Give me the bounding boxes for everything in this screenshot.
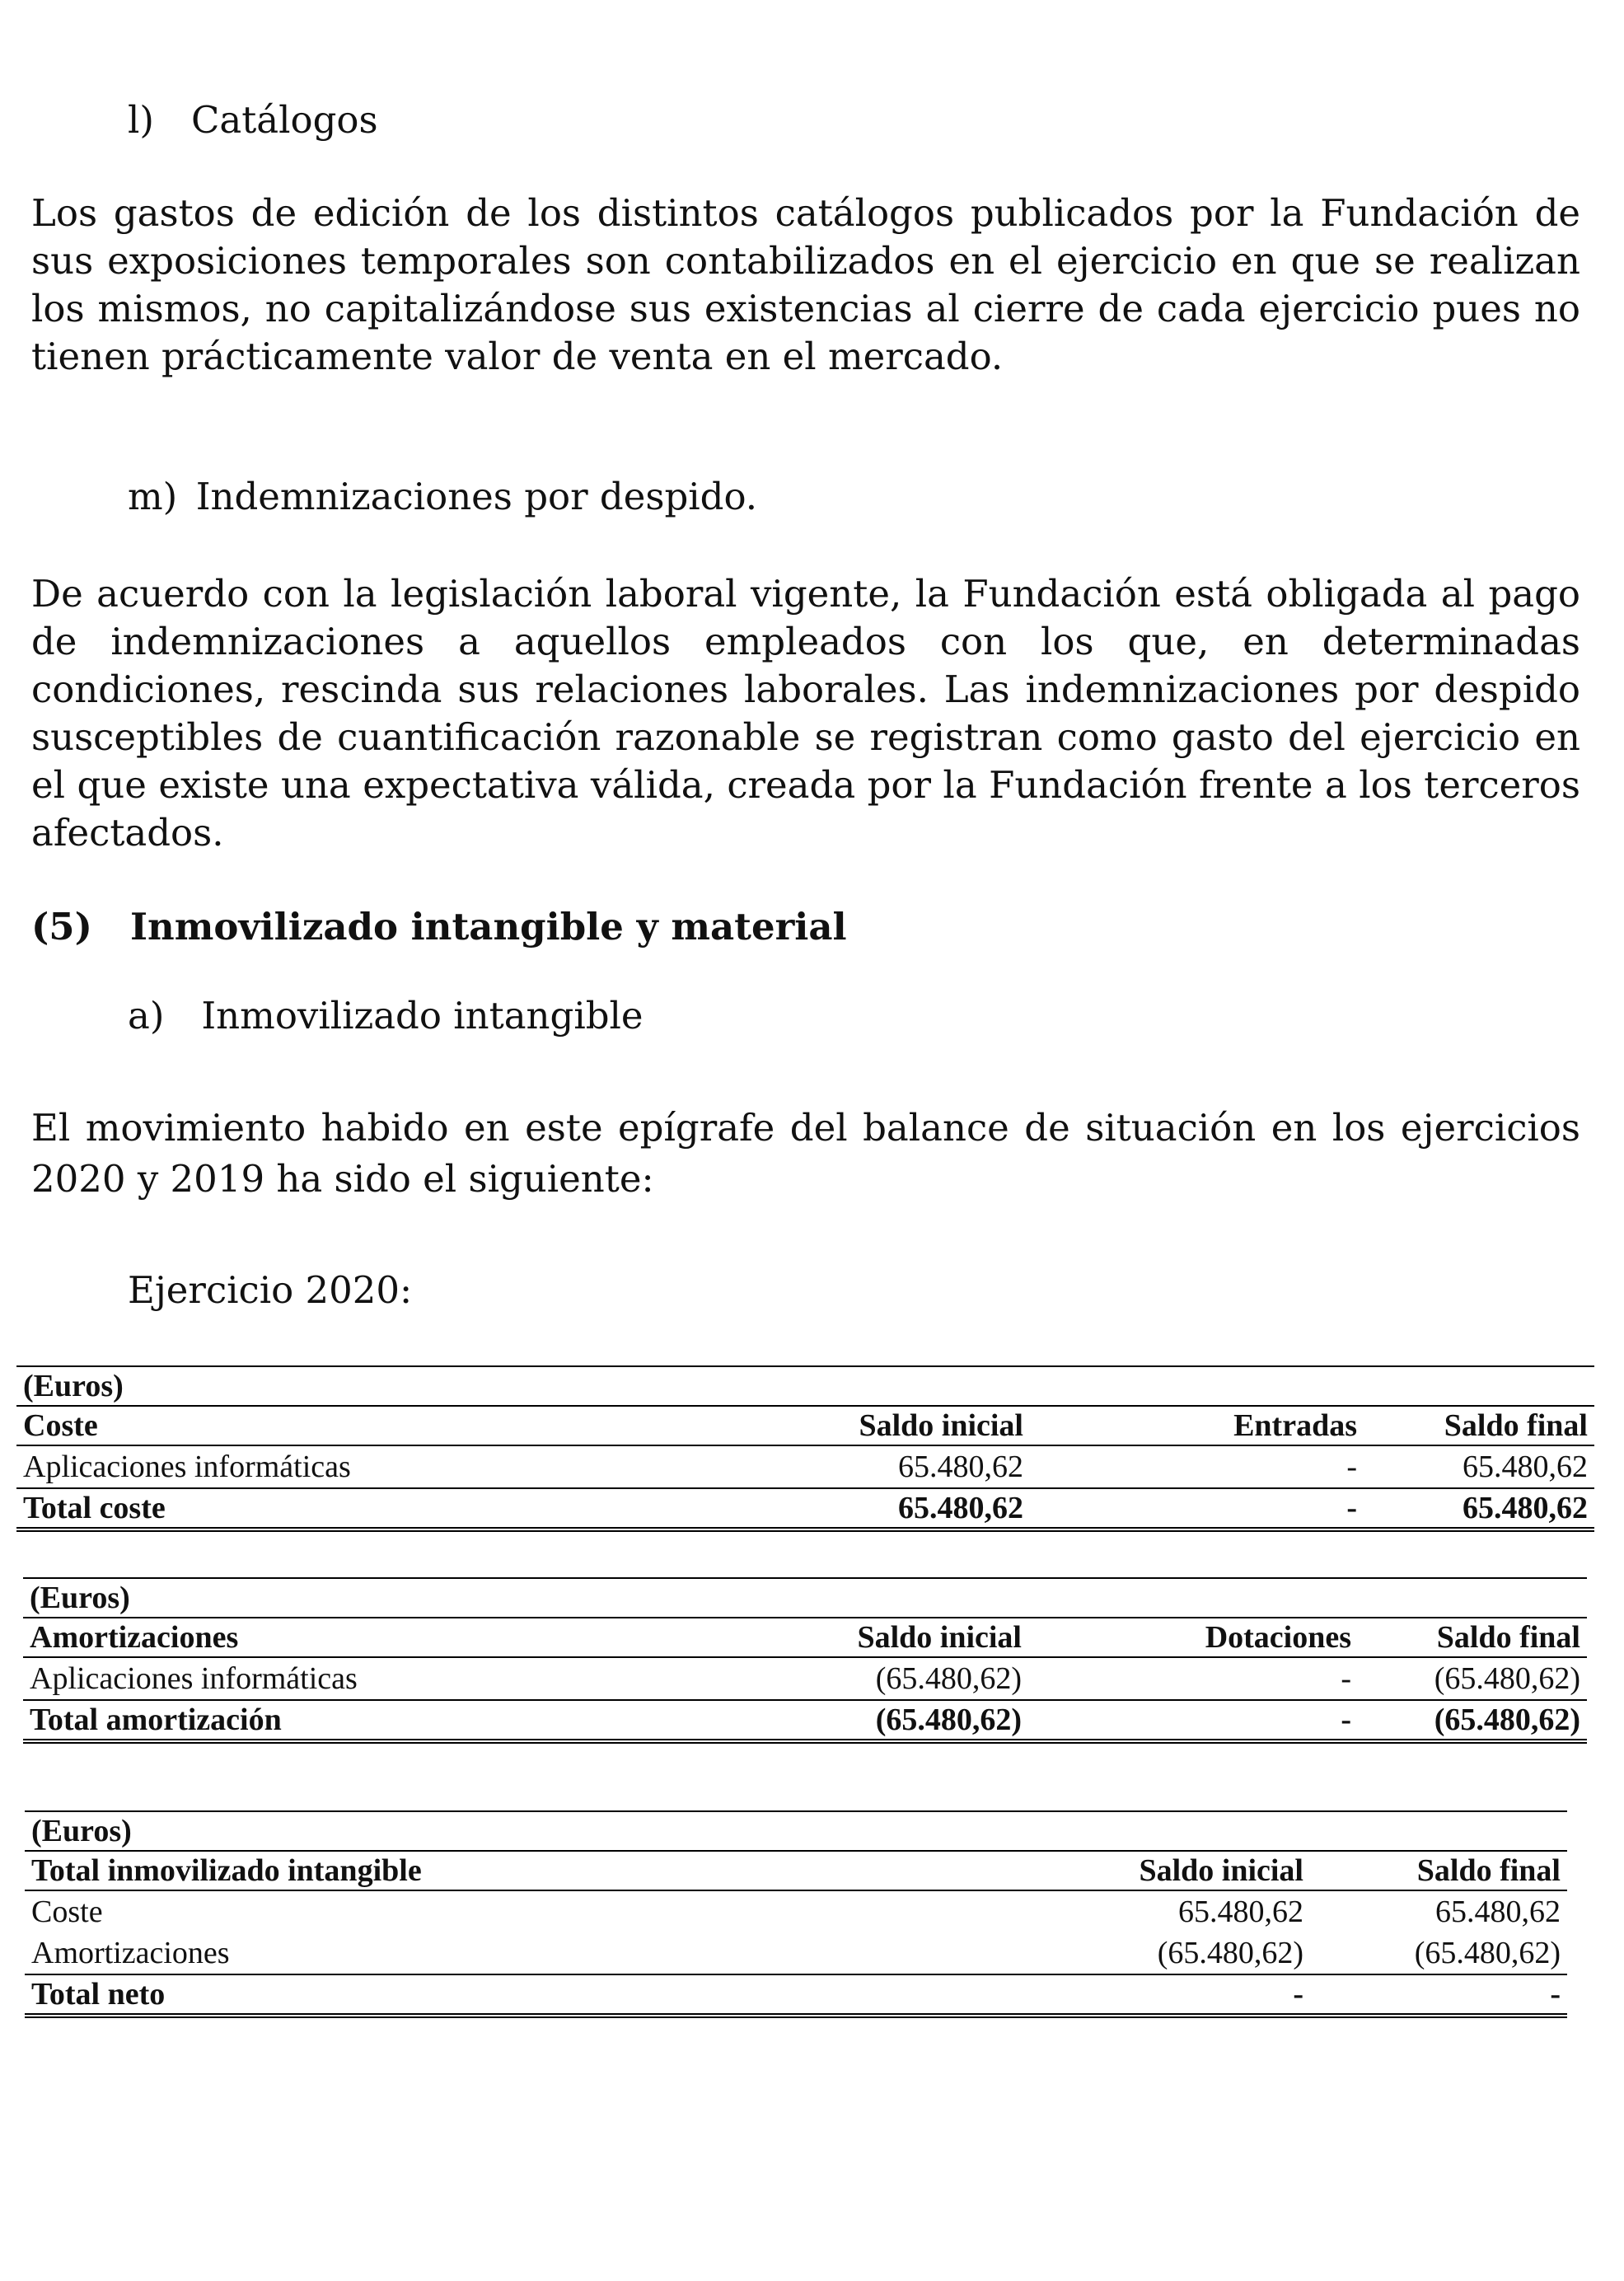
table-coste-unit-row (16, 1366, 1594, 1406)
column-header: Saldo inicial (750, 1406, 1030, 1445)
section-5-title: Inmovilizado intangible y material (130, 905, 847, 948)
total-label: Total neto (25, 1974, 1030, 2016)
column-header: Saldo final (1364, 1406, 1594, 1445)
column-header: Saldo inicial (1030, 1851, 1310, 1890)
row-label: Coste (31, 1895, 103, 1929)
table-cell: (65.480,62) (875, 1661, 1022, 1696)
column-header: Amortizaciones (23, 1618, 748, 1657)
table-row (25, 1890, 1567, 1932)
section-5a-heading: a) Inmovilizado intangible (128, 994, 644, 1037)
column-header: Saldo final (1358, 1618, 1587, 1657)
table-header-row (16, 1406, 1594, 1445)
table-amort-unit-row (23, 1578, 1587, 1618)
column-header: Dotaciones (1028, 1618, 1358, 1657)
row-label: Aplicaciones informáticas (30, 1661, 358, 1696)
table-row (23, 1657, 1587, 1700)
section-m-paragraph: De acuerdo con la legislación laboral vigente, la Fundación está obligada al pago de indemnizaciones a aquellos empleados con los que, en determinadas condiciones, rescinda sus relaciones laborales. Las indemnizaciones por despido susceptibles de cuantificación razonable se registran como gasto del ejercicio en el que existe una expectativa válida, creada por la Fundación frente a los terceros afectados. (31, 572, 1580, 855)
table-cell: 65.480,62 (1463, 1450, 1588, 1484)
column-header: Saldo inicial (748, 1618, 1028, 1657)
table-total-inmovilizado (25, 1810, 1567, 2018)
ejercicio-label: Ejercicio 2020: (128, 1268, 413, 1312)
table-header-row (23, 1618, 1587, 1657)
table-coste (16, 1365, 1594, 1532)
table-header-row (25, 1851, 1567, 1890)
total-cell: - (1030, 1488, 1364, 1529)
table-total-row (16, 1488, 1594, 1529)
total-cell: - (1310, 1974, 1567, 2016)
table-total-unit-row (25, 1811, 1567, 1851)
total-label: Total coste (16, 1488, 750, 1529)
column-header: Coste (16, 1406, 750, 1445)
section-l-paragraph: Los gastos de edición de los distintos catálogos publicados por la Fundación de sus exposiciones temporales son contabilizados en el ejercicio en que se realizan los mismos, no capitalizándose sus existencias al cierre de cada ejercicio pues no tienen prácticamente valor de venta en el mercado. (31, 191, 1580, 378)
table-cell: (65.480,62) (1434, 1661, 1580, 1696)
table-row (16, 1445, 1594, 1488)
row-label: Aplicaciones informáticas (23, 1450, 351, 1484)
section-m-heading: m) Indemnizaciones por despido. (128, 475, 758, 518)
table-cell: 65.480,62 (898, 1450, 1023, 1484)
table-cell: - (1346, 1450, 1357, 1484)
table-cell: - (1341, 1661, 1351, 1696)
table-amortizaciones (23, 1577, 1587, 1744)
table-cell: 65.480,62 (1178, 1895, 1303, 1929)
section-l-heading: l) Catálogos (128, 98, 378, 142)
table-unit-label: (Euros) (25, 1811, 1030, 1851)
total-cell: (65.480,62) (748, 1700, 1028, 1741)
total-cell: - (1028, 1700, 1358, 1741)
total-cell: 65.480,62 (1364, 1488, 1594, 1529)
table-cell: 65.480,62 (1435, 1895, 1561, 1929)
column-header: Total inmovilizado intangible (25, 1851, 1030, 1890)
section-5-intro: El movimiento habido en este epígrafe del balance de situación en los ejercicios 2020 y 2019 ha sido el siguiente: (31, 1106, 1580, 1201)
table-cell: (65.480,62) (1157, 1936, 1303, 1970)
table-total-row (25, 1974, 1567, 2016)
total-cell: (65.480,62) (1358, 1700, 1587, 1741)
total-label: Total amortización (23, 1700, 748, 1741)
total-cell: - (1030, 1974, 1310, 2016)
table-total-row (23, 1700, 1587, 1741)
table-unit-label: (Euros) (16, 1366, 750, 1406)
table-unit-label: (Euros) (23, 1578, 748, 1618)
table-row (25, 1932, 1567, 1974)
section-5-number: (5) (31, 905, 92, 948)
table-cell: (65.480,62) (1414, 1936, 1561, 1970)
row-label: Amortizaciones (31, 1936, 230, 1970)
total-cell: 65.480,62 (750, 1488, 1030, 1529)
column-header: Entradas (1030, 1406, 1364, 1445)
column-header: Saldo final (1310, 1851, 1567, 1890)
